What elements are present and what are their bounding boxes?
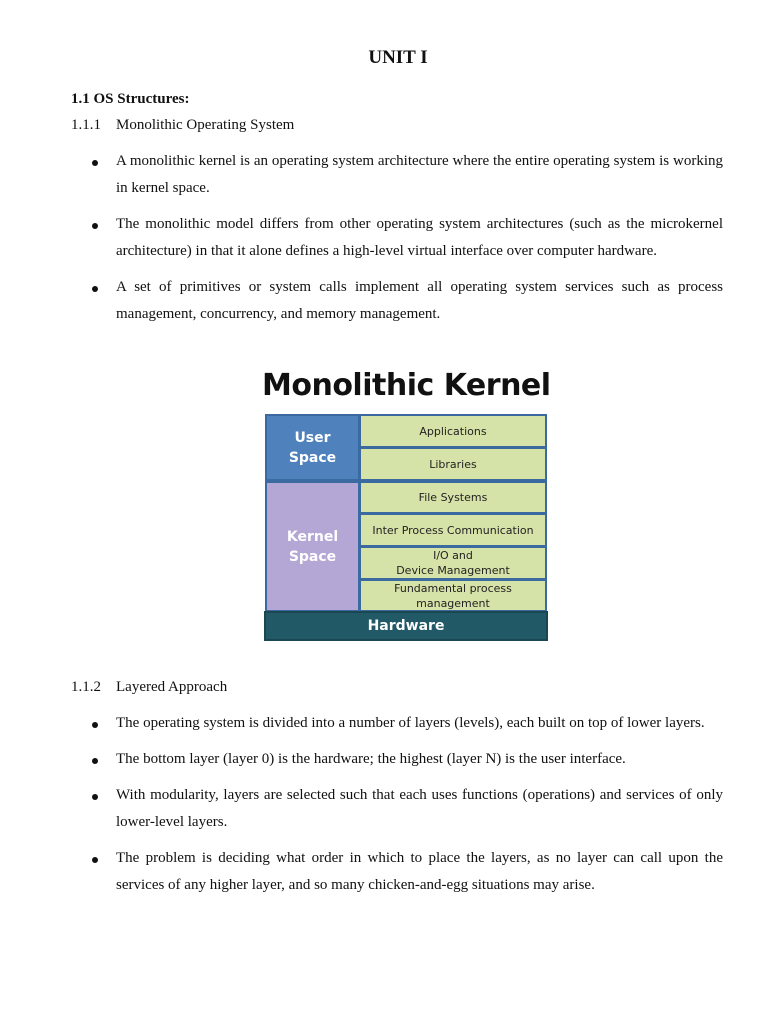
- layer-applications: [359, 414, 547, 448]
- subsection-heading-layered: [71, 679, 227, 696]
- bullet-icon: [92, 286, 98, 292]
- layer-label-2: Device Management: [396, 564, 510, 577]
- bullet-icon: [92, 722, 98, 728]
- bullet-icon: [92, 160, 98, 166]
- bullet-text: With modularity, layers are selected such that each uses functions (operations) and services of only lower-level layers.: [116, 787, 723, 830]
- layer-label: Libraries: [429, 457, 477, 471]
- list-item: [71, 710, 723, 737]
- hardware-block: Hardware: [264, 611, 548, 641]
- list-item: [71, 274, 723, 328]
- list-item: [71, 746, 723, 773]
- bullet-text: A monolithic kernel is an operating system architecture where the entire operating system is working in kernel space.: [116, 153, 723, 196]
- layer-file-systems: [359, 481, 547, 514]
- layer-label: Applications: [419, 424, 487, 438]
- subsection-number: 1.1.1: [71, 117, 101, 133]
- layer-label: File Systems: [418, 491, 488, 504]
- layer-libraries: [359, 447, 547, 481]
- monolithic-kernel-diagram: [262, 368, 562, 643]
- bullet-list-monolithic: [71, 148, 723, 337]
- list-item: [71, 148, 723, 202]
- kernel-space-label-2: Space: [288, 548, 337, 565]
- subsection-title: Monolithic Operating System: [116, 117, 295, 133]
- layer-io-device-management: [359, 546, 547, 580]
- bullet-text: The bottom layer (layer 0) is the hardware; the highest (layer N) is the user interface.: [116, 751, 626, 767]
- bullet-icon: [92, 857, 98, 863]
- subsection-heading-monolithic: [71, 117, 294, 134]
- user-space-label: User: [294, 429, 331, 446]
- layer-label: Fundamental process: [394, 581, 512, 595]
- bullet-list-layered: [71, 710, 723, 908]
- subsection-number: 1.1.2: [71, 679, 101, 695]
- layer-label: Inter Process Communication: [372, 523, 534, 537]
- user-space-block: [265, 414, 360, 481]
- bullet-icon: [92, 758, 98, 764]
- bullet-icon: [92, 794, 98, 800]
- kernel-space-label: Kernel: [286, 528, 339, 545]
- list-item: [71, 782, 723, 836]
- page-title: UNIT I: [368, 47, 428, 68]
- layer-fundamental-process: [359, 579, 547, 612]
- list-item: [71, 845, 723, 899]
- bullet-text: The problem is deciding what order in which to place the layers, as no layer can call upon the services of any higher layer, and so many chicken-and-egg situations may arise.: [116, 850, 723, 893]
- layer-label: I/O and: [433, 549, 473, 562]
- bullet-icon: [92, 223, 98, 229]
- kernel-space-block: [265, 481, 360, 612]
- diagram-title: Monolithic Kernel: [262, 368, 551, 403]
- bullet-text: A set of primitives or system calls implement all operating system services such as process management, concurrency, and memory management.: [116, 279, 723, 322]
- layer-ipc: [359, 513, 547, 547]
- bullet-text: The operating system is divided into a number of layers (levels), each built on top of lower layers.: [116, 715, 705, 731]
- subsection-title: Layered Approach: [116, 679, 228, 695]
- user-space-label-2: Space: [288, 449, 337, 466]
- list-item: [71, 211, 723, 265]
- layer-label-2: management: [416, 596, 490, 610]
- bullet-text: The monolithic model differs from other operating system architectures (such as the microkernel architecture) in that it alone defines a high-level virtual interface over computer hardware.: [116, 216, 723, 259]
- section-heading: 1.1 OS Structures:: [71, 91, 190, 107]
